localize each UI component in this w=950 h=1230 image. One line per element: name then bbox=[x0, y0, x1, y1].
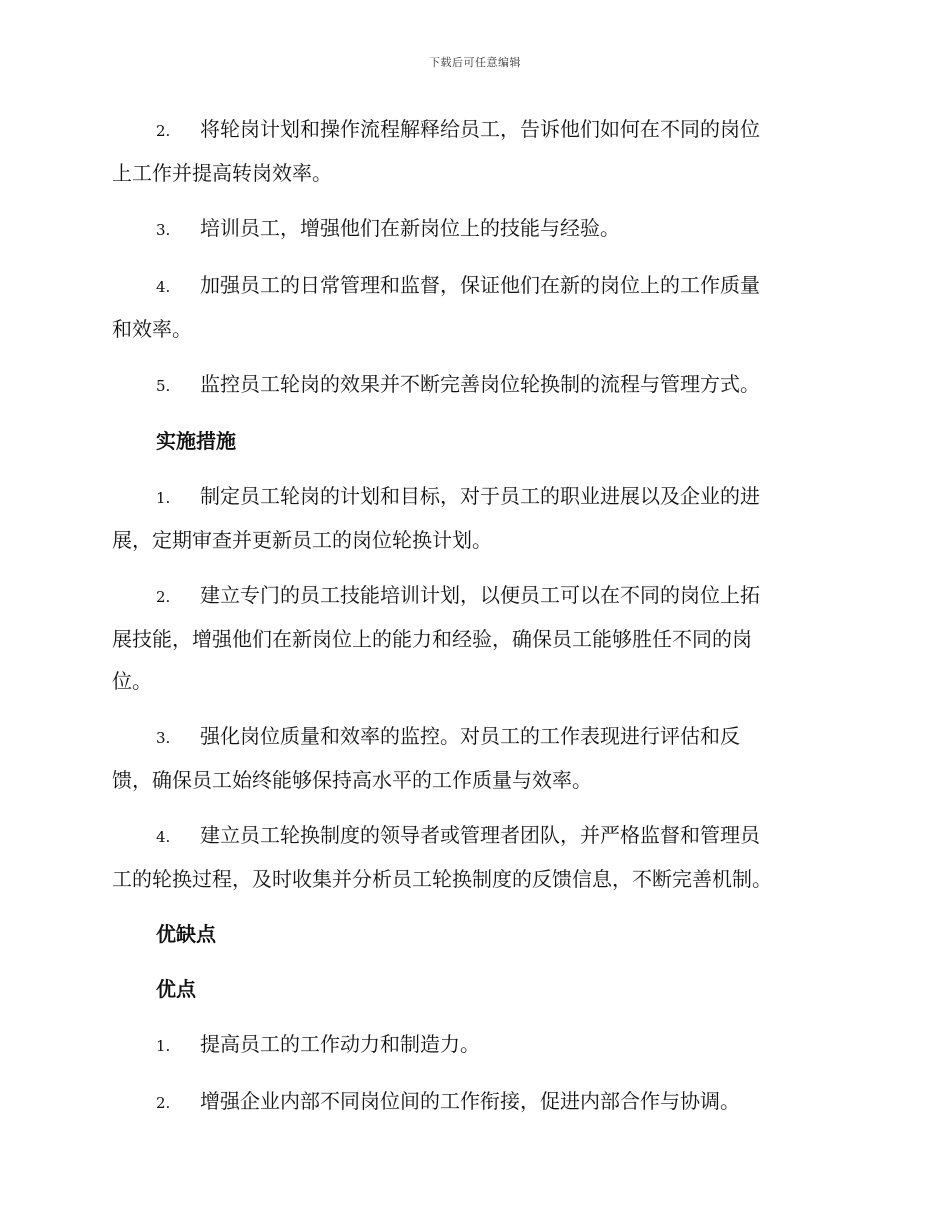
paragraph-text: 制定员工轮岗的计划和目标，对于员工的职业进展以及企业的进 bbox=[200, 484, 760, 508]
paragraph-text: 提高员工的工作动力和制造力。 bbox=[200, 1032, 480, 1056]
paragraph-continuation: 上工作并提高转岗效率。 bbox=[112, 161, 332, 185]
page-header: 下载后可任意编辑 bbox=[429, 56, 521, 69]
paragraph-continuation: 展，定期审查并更新员工的岗位轮换计划。 bbox=[112, 528, 492, 552]
numbered-paragraph bbox=[112, 207, 832, 251]
item-number: 1. bbox=[156, 489, 171, 507]
paragraph-text: 建立员工轮换制度的领导者或管理者团队，并严格监督和管理员 bbox=[200, 823, 760, 847]
numbered-paragraph bbox=[112, 363, 832, 407]
item-number: 5. bbox=[156, 377, 171, 395]
paragraph-continuation: 和效率。 bbox=[112, 317, 192, 341]
paragraph-text: 将轮岗计划和操作流程解释给员工，告诉他们如何在不同的岗位 bbox=[200, 117, 760, 141]
paragraph-continuation: 工的轮换过程，及时收集并分析员工轮换制度的反馈信息，不断完善机制。 bbox=[112, 867, 772, 891]
numbered-paragraph bbox=[112, 475, 832, 561]
numbered-paragraph bbox=[112, 1023, 832, 1067]
numbered-paragraph bbox=[112, 574, 832, 702]
paragraph-text: 培训员工，增强他们在新岗位上的技能与经验。 bbox=[200, 216, 620, 240]
item-number: 4. bbox=[156, 278, 171, 296]
item-number: 3. bbox=[156, 729, 171, 747]
item-number: 4. bbox=[156, 828, 171, 846]
section-heading: 优缺点 bbox=[156, 922, 216, 946]
paragraph-text: 建立专门的员工技能培训计划，以便员工可以在不同的岗位上拓 bbox=[200, 583, 760, 607]
numbered-paragraph bbox=[112, 108, 832, 194]
paragraph-text: 增强企业内部不同岗位间的工作衔接，促进内部合作与协调。 bbox=[200, 1089, 740, 1113]
numbered-paragraph bbox=[112, 1080, 832, 1124]
numbered-paragraph bbox=[112, 715, 832, 801]
section-heading: 优点 bbox=[156, 977, 196, 1001]
paragraph-text: 加强员工的日常管理和监督，保证他们在新的岗位上的工作质量 bbox=[200, 273, 760, 297]
document-body bbox=[112, 108, 832, 1137]
paragraph-text: 强化岗位质量和效率的监控。对员工的工作表现进行评估和反 bbox=[200, 724, 740, 748]
paragraph-continuation: 馈，确保员工始终能够保持高水平的工作质量与效率。 bbox=[112, 768, 592, 792]
item-number: 2. bbox=[156, 1094, 171, 1112]
numbered-paragraph bbox=[112, 264, 832, 350]
paragraph-continuation: 展技能，增强他们在新岗位上的能力和经验，确保员工能够胜任不同的岗 bbox=[112, 627, 752, 651]
paragraph-text: 监控员工轮岗的效果并不断完善岗位轮换制的流程与管理方式。 bbox=[200, 372, 760, 396]
item-number: 1. bbox=[156, 1037, 171, 1055]
item-number: 3. bbox=[156, 221, 171, 239]
numbered-paragraph bbox=[112, 814, 832, 900]
item-number: 2. bbox=[156, 588, 171, 606]
item-number: 2. bbox=[156, 122, 171, 140]
paragraph-continuation: 位。 bbox=[112, 669, 152, 693]
section-heading: 实施措施 bbox=[156, 429, 236, 453]
